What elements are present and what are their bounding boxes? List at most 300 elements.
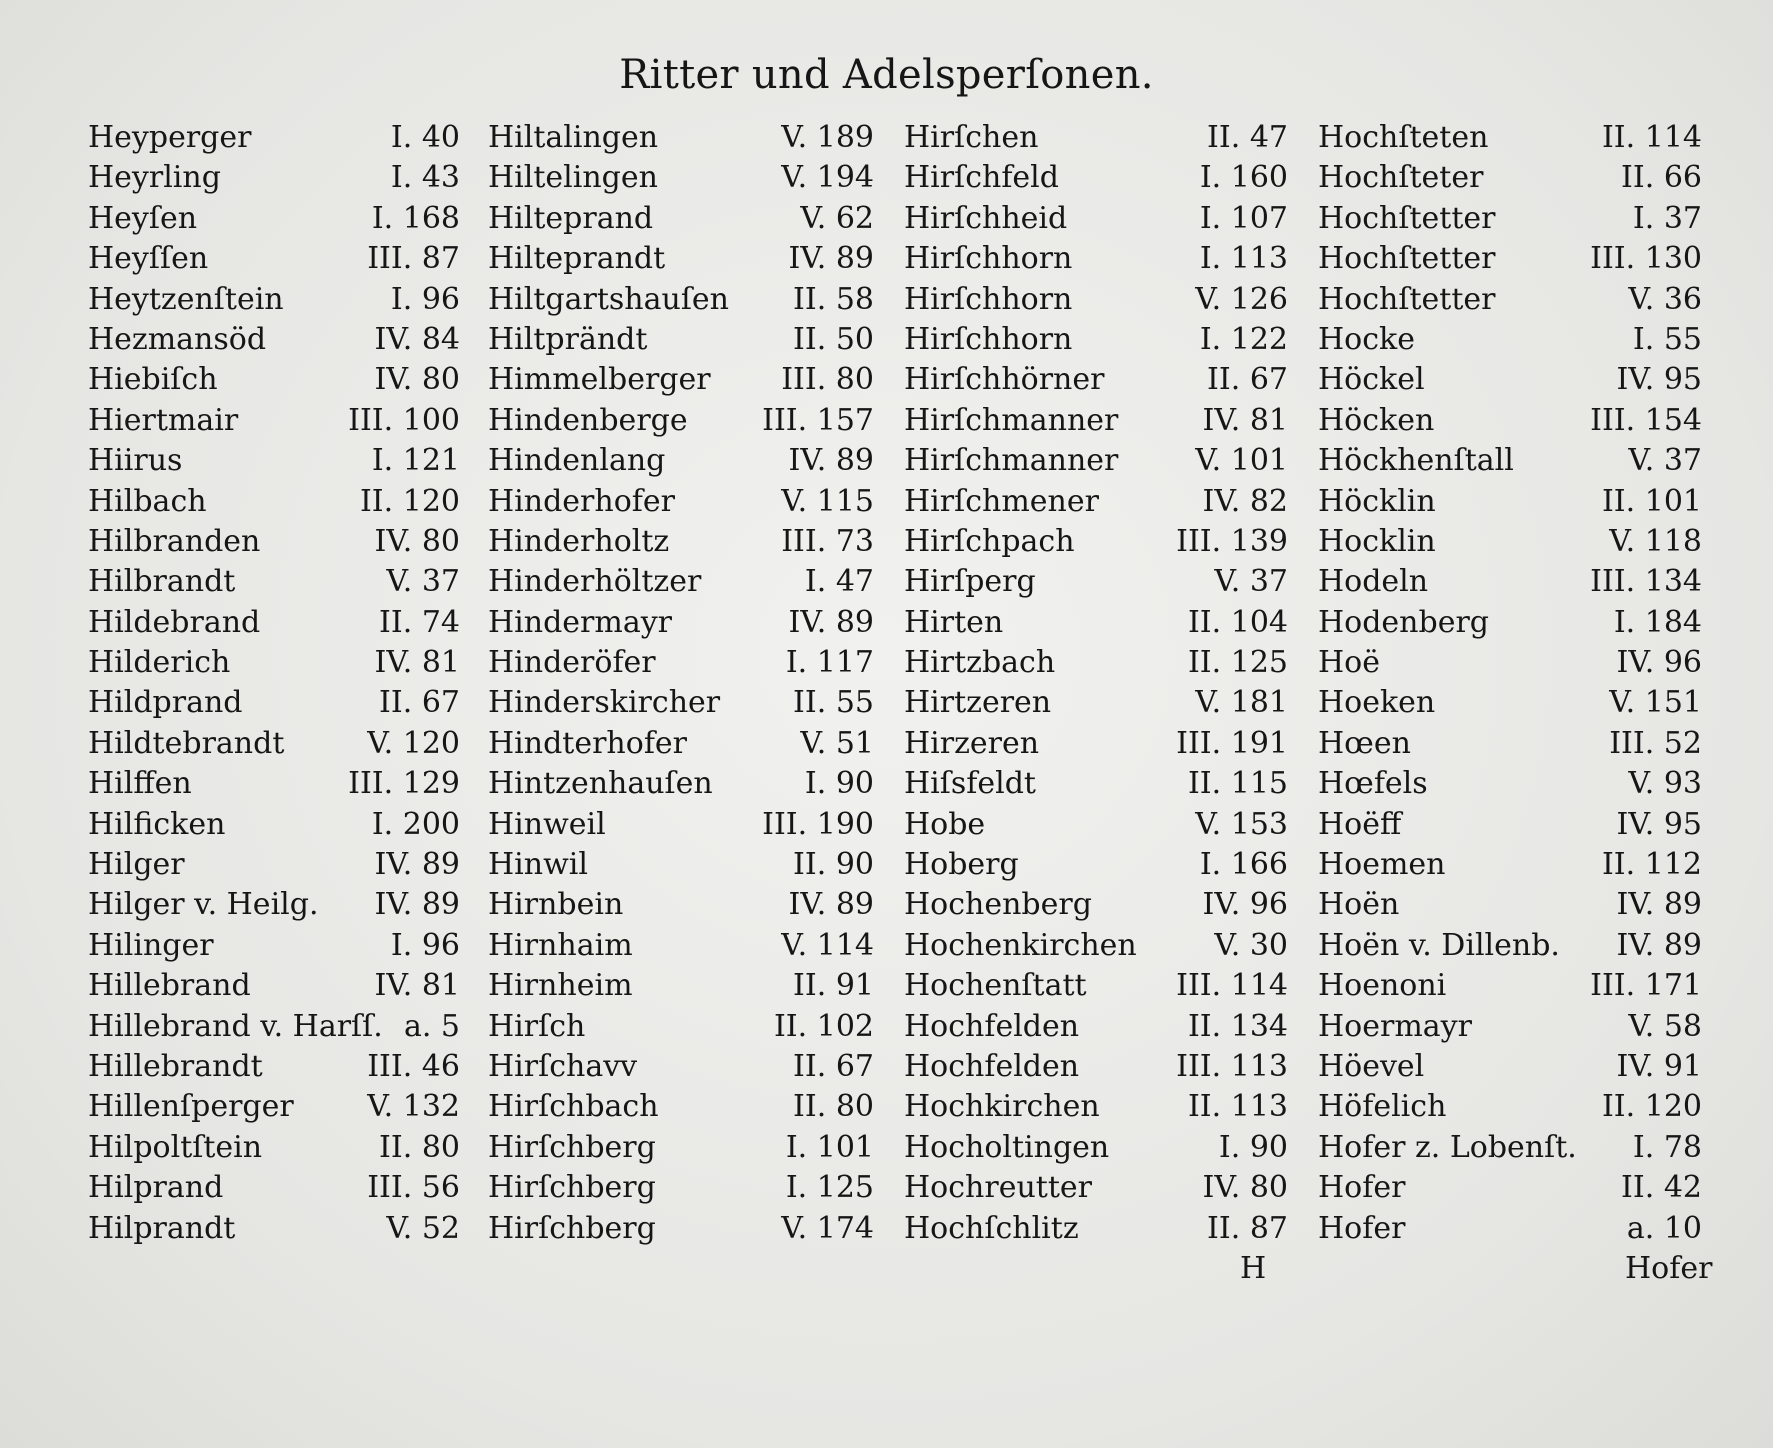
entry-reference: V. 132 [367,1089,460,1125]
entry-name: Heyſſen [88,241,209,277]
entry-name: Hirſchfeld [904,160,1059,196]
entry-reference: IV. 95 [1616,806,1702,842]
entry-name: Himmelberger [488,362,711,398]
entry-reference: I. 184 [1613,604,1702,640]
entry-reference: I. 125 [785,1170,874,1206]
entry-reference: I. 55 [1632,321,1702,357]
index-entry [1318,522,1702,562]
catchword: Hofer [1625,1251,1713,1286]
index-entry [488,805,874,845]
entry-reference: III. 139 [1176,523,1288,559]
entry-reference: I. 168 [371,200,460,236]
entry-name: Hilderich [88,645,231,681]
index-entry [488,360,874,400]
entry-name: Hœfels [1318,766,1428,802]
entry-reference: I. 78 [1632,1129,1702,1165]
entry-reference: V. 52 [386,1210,460,1246]
entry-reference: III. 130 [1590,241,1702,277]
entry-name: Hinderholtz [488,523,670,559]
entry-reference: V. 30 [1214,927,1288,963]
entry-reference: III. 87 [367,241,460,277]
entry-reference: II. 112 [1601,847,1702,883]
entry-reference: V. 181 [1195,685,1288,721]
entry-name: Hochſtetter [1318,241,1496,277]
entry-reference: V. 37 [1214,564,1288,600]
entry-name: Hochſtetter [1318,200,1496,236]
entry-name: Hochſteten [1318,120,1489,155]
entry-reference: V. 58 [1628,1008,1702,1044]
entry-name: Hinderskircher [488,685,721,721]
entry-reference: II. 80 [379,1129,460,1165]
entry-reference: III. 73 [781,523,874,559]
entry-reference: I. 166 [1199,847,1288,883]
entry-reference: IV. 89 [788,604,874,640]
entry-reference: I. 121 [371,443,460,479]
entry-reference: V. 36 [1628,281,1702,317]
entry-reference: II. 125 [1187,645,1288,681]
index-entry [488,885,874,925]
entry-reference: V. 62 [800,200,874,236]
index-entry [1318,118,1702,158]
entry-reference: I. 37 [1632,200,1702,236]
entry-name: Hocholtingen [904,1129,1110,1165]
entry-name: Hilffen [88,766,192,802]
entry-name: Hofer z. Lobenſt. [1318,1129,1577,1165]
entry-name: Höevel [1318,1048,1425,1084]
entry-name: Hinweil [488,806,606,842]
index-column-1 [88,118,460,1249]
index-entry [488,1047,874,1087]
entry-name: Hofer [1318,1170,1406,1206]
entry-name: Hochſteter [1318,160,1484,196]
entry-reference: V. 151 [1609,685,1702,721]
entry-name: Hirzeren [904,725,1040,761]
entry-reference: II. 66 [1621,160,1702,196]
index-entry [488,239,874,279]
index-entry [1318,441,1702,481]
entry-name: Hildprand [88,685,243,721]
entry-reference: II. 120 [1601,1089,1702,1125]
entry-name: Hiltprändt [488,321,648,357]
index-entry [88,482,460,522]
entry-reference: II. 120 [359,483,460,519]
entry-reference: II. 102 [773,1008,874,1044]
index-entry [904,199,1288,239]
index-entry [88,320,460,360]
index-entry [88,199,460,239]
index-entry [1318,401,1702,441]
index-entry [88,1168,460,1208]
entry-reference: I. 90 [804,766,874,802]
entry-reference: a. 5 [403,1008,460,1044]
entry-reference: V. 120 [367,725,460,761]
entry-reference: III. 157 [762,402,874,438]
index-entry [488,158,874,198]
entry-reference: V. 194 [781,160,874,196]
index-entry [1318,482,1702,522]
entry-reference: IV. 91 [1616,1048,1702,1084]
entry-name: Hindenberge [488,402,688,438]
index-entry [904,926,1288,966]
index-entry [904,522,1288,562]
entry-reference: IV. 96 [1616,645,1702,681]
entry-reference: I. 96 [390,927,460,963]
entry-reference: II. 91 [793,968,874,1004]
index-entry [1318,643,1702,683]
index-entry [1318,158,1702,198]
entry-name: Hirtzbach [904,645,1056,681]
index-entry [488,482,874,522]
entry-reference: IV. 80 [1202,1170,1288,1206]
entry-name: Hirſchmener [904,483,1099,519]
entry-reference: II. 55 [793,685,874,721]
entry-name: Hoeken [1318,685,1436,721]
index-entry [488,603,874,643]
entry-name: Hiſsfeldt [904,766,1036,802]
entry-name: Hirſchavv [488,1048,638,1084]
entry-reference: II. 114 [1601,120,1702,155]
entry-reference: II. 80 [793,1089,874,1125]
entry-name: Hirſperg [904,564,1036,600]
entry-reference: V. 118 [1609,523,1702,559]
entry-reference: IV. 89 [374,847,460,883]
entry-name: Hirten [904,604,1004,640]
entry-name: Hindenlang [488,443,666,479]
entry-name: Hirſchhorn [904,321,1073,357]
entry-name: Hilprand [88,1170,224,1206]
entry-name: Hirſchhorn [904,241,1073,277]
entry-reference: II. 47 [1207,120,1288,155]
entry-reference: V. 93 [1628,766,1702,802]
entry-name: Hœen [1318,725,1411,761]
entry-name: Hirſchhorn [904,281,1073,317]
index-entry [1318,1087,1702,1127]
index-entry [1318,724,1702,764]
entry-name: Hilger v. Heilg. [88,887,319,923]
index-entry [1318,603,1702,643]
entry-reference: III. 154 [1590,402,1702,438]
entry-name: Hillebrand v. Harſſ. [88,1008,383,1044]
index-entry [88,441,460,481]
entry-name: Hirnhaim [488,927,633,963]
index-entry [1318,320,1702,360]
index-entry [904,1087,1288,1127]
index-entry [1318,845,1702,885]
entry-name: Hinderhöltzer [488,564,702,600]
entry-name: Hirſchen [904,120,1039,155]
index-entry [1318,1128,1702,1168]
index-column-4 [1318,118,1702,1249]
signature-mark: H [1240,1251,1267,1286]
index-entry [1318,764,1702,804]
index-entry [88,1209,460,1249]
entry-name: Hilteprandt [488,241,666,277]
entry-name: Hoë [1318,645,1380,681]
entry-reference: IV. 89 [788,887,874,923]
entry-reference: I. 47 [804,564,874,600]
index-column-2 [488,118,874,1249]
index-entry [904,401,1288,441]
entry-reference: V. 51 [800,725,874,761]
entry-reference: II. 115 [1187,766,1288,802]
entry-name: Hodeln [1318,564,1429,600]
entry-reference: a. 10 [1626,1210,1702,1246]
index-entry [88,926,460,966]
index-entry [904,885,1288,925]
entry-reference: II. 90 [793,847,874,883]
index-entry [88,280,460,320]
entry-reference: V. 189 [781,120,874,155]
entry-name: Hiltalingen [488,120,659,155]
entry-name: Höfelich [1318,1089,1447,1125]
index-entry [904,643,1288,683]
entry-reference: I. 96 [390,281,460,317]
index-entry [904,845,1288,885]
entry-name: Hinwil [488,847,588,883]
entry-name: Hochſtetter [1318,281,1496,317]
entry-name: Hildtebrandt [88,725,285,761]
entry-name: Hilger [88,847,185,883]
entry-reference: I. 200 [371,806,460,842]
entry-name: Hochſchlitz [904,1210,1079,1246]
entry-reference: V. 115 [781,483,874,519]
index-entry [88,603,460,643]
index-entry [1318,280,1702,320]
entry-name: Hilbrandt [88,564,236,600]
entry-reference: II. 104 [1187,604,1288,640]
entry-name: Hiltelingen [488,160,658,196]
entry-name: Hintzenhauſen [488,766,713,802]
index-entry [488,320,874,360]
entry-name: Heyrling [88,160,221,196]
index-entry [1318,199,1702,239]
index-entry [904,158,1288,198]
entry-name: Hodenberg [1318,604,1490,640]
index-entry [88,562,460,602]
entry-reference: II. 58 [793,281,874,317]
entry-name: Hirſchberg [488,1129,656,1165]
entry-name: Hochreutter [904,1170,1092,1206]
index-entry [488,724,874,764]
entry-name: Hilbach [88,483,207,519]
entry-name: Hoberg [904,847,1019,883]
index-entry [488,280,874,320]
index-entry [1318,1209,1702,1249]
entry-name: Hirnheim [488,968,633,1004]
entry-reference: V. 37 [1628,443,1702,479]
index-column-3 [904,118,1288,1249]
index-entry [488,1168,874,1208]
index-entry [1318,1007,1702,1047]
entry-name: Hirſchheid [904,200,1068,236]
index-entry [488,1128,874,1168]
index-entry [904,1168,1288,1208]
entry-name: Hochkirchen [904,1089,1100,1125]
index-entry [1318,805,1702,845]
index-entry [904,683,1288,723]
index-entry [488,926,874,966]
entry-name: Hirſchhörner [904,362,1105,398]
entry-reference: V. 174 [781,1210,874,1246]
entry-reference: III. 52 [1609,725,1702,761]
entry-reference: II. 42 [1621,1170,1702,1206]
entry-name: Hirnbein [488,887,624,923]
index-entry [1318,360,1702,400]
index-entry [88,158,460,198]
index-entry [904,1128,1288,1168]
entry-name: Hillebrandt [88,1048,263,1084]
index-entry [1318,683,1702,723]
entry-name: Heyſen [88,200,198,236]
entry-reference: IV. 81 [374,645,460,681]
entry-reference: III. 46 [367,1048,460,1084]
index-entry [1318,966,1702,1006]
index-entry [904,320,1288,360]
entry-reference: II. 50 [793,321,874,357]
index-entry [488,441,874,481]
entry-name: Hiltgartshauſen [488,281,729,317]
entry-name: Hocke [1318,321,1415,357]
index-entry [904,764,1288,804]
entry-name: Hoën v. Dillenb. [1318,927,1560,963]
index-entry [488,1007,874,1047]
entry-reference: III. 113 [1176,1048,1288,1084]
entry-name: Hochfelden [904,1048,1080,1084]
index-entry [904,966,1288,1006]
entry-name: Hocklin [1318,523,1436,559]
entry-reference: IV. 89 [374,887,460,923]
index-entry [88,522,460,562]
index-entry [904,1047,1288,1087]
entry-name: Hirſchbach [488,1089,659,1125]
entry-name: Höckel [1318,362,1425,398]
index-entry [88,1128,460,1168]
entry-reference: I. 160 [1199,160,1288,196]
index-entry [488,401,874,441]
index-entry [488,845,874,885]
index-entry [488,966,874,1006]
index-entry [88,118,460,158]
entry-name: Hilinger [88,927,214,963]
entry-name: Hillebrand [88,968,251,1004]
entry-name: Hirſchberg [488,1210,656,1246]
index-entry [488,764,874,804]
index-entry [904,360,1288,400]
entry-reference: II. 74 [379,604,460,640]
index-entry [488,1209,874,1249]
index-entry [88,966,460,1006]
entry-reference: IV. 81 [1202,402,1288,438]
entry-name: Hilbranden [88,523,261,559]
index-entry [1318,1047,1702,1087]
entry-reference: I. 113 [1199,241,1288,277]
entry-reference: II. 67 [793,1048,874,1084]
entry-name: Hilpoltſtein [88,1129,263,1165]
entry-name: Hilficken [88,806,226,842]
entry-reference: III. 191 [1176,725,1288,761]
entry-name: Hiertmair [88,402,239,438]
index-entry [904,562,1288,602]
entry-reference: III. 129 [348,766,460,802]
index-entry [488,118,874,158]
entry-name: Hoemen [1318,847,1446,883]
entry-name: Hobe [904,806,986,842]
index-entry [88,1007,460,1047]
entry-reference: IV. 80 [374,362,460,398]
entry-reference: IV. 82 [1202,483,1288,519]
index-entry [488,522,874,562]
index-entry [88,845,460,885]
entry-reference: III. 80 [781,362,874,398]
entry-reference: IV. 89 [788,241,874,277]
entry-reference: IV. 95 [1616,362,1702,398]
entry-reference: V. 101 [1195,443,1288,479]
index-entry [904,724,1288,764]
entry-reference: I. 122 [1199,321,1288,357]
entry-name: Hochfelden [904,1008,1080,1044]
entry-reference: IV. 89 [1616,927,1702,963]
entry-name: Hofer [1318,1210,1406,1246]
entry-reference: V. 114 [781,927,874,963]
index-entry [904,280,1288,320]
entry-reference: IV. 89 [1616,887,1702,923]
entry-reference: II. 134 [1187,1008,1288,1044]
entry-reference: III. 114 [1176,968,1288,1004]
entry-reference: IV. 84 [374,321,460,357]
entry-reference: III. 100 [348,402,460,438]
index-entry [904,118,1288,158]
entry-name: Hochenkirchen [904,927,1137,963]
entry-name: Hoermayr [1318,1008,1472,1044]
entry-reference: III. 171 [1590,968,1702,1004]
entry-name: Hoenoni [1318,968,1447,1004]
entry-reference: III. 56 [367,1170,460,1206]
index-entry [1318,885,1702,925]
entry-name: Hindterhofer [488,725,688,761]
entry-reference: II. 113 [1187,1089,1288,1125]
index-entry [488,1087,874,1127]
entry-name: Hirſch [488,1008,586,1044]
index-entry [88,683,460,723]
index-entry [488,683,874,723]
entry-name: Hinderöfer [488,645,656,681]
index-entry [1318,562,1702,602]
index-entry [904,603,1288,643]
index-entry [488,643,874,683]
entry-name: Hirtzeren [904,685,1052,721]
entry-reference: V. 126 [1195,281,1288,317]
entry-reference: III. 190 [762,806,874,842]
entry-name: Hiirus [88,443,183,479]
entry-name: Hilprandt [88,1210,236,1246]
entry-name: Hoëff [1318,806,1402,842]
entry-reference: IV. 81 [374,968,460,1004]
entry-reference: I. 43 [390,160,460,196]
entry-name: Hiebiſch [88,362,218,398]
index-entry [88,360,460,400]
index-entry [904,239,1288,279]
index-entry [88,764,460,804]
entry-name: Hoën [1318,887,1400,923]
entry-reference: V. 153 [1195,806,1288,842]
entry-reference: II. 101 [1601,483,1702,519]
index-entry [88,643,460,683]
entry-reference: I. 117 [785,645,874,681]
entry-reference: IV. 96 [1202,887,1288,923]
entry-name: Hindermayr [488,604,672,640]
entry-name: Hirſchmanner [904,402,1119,438]
entry-reference: V. 37 [386,564,460,600]
